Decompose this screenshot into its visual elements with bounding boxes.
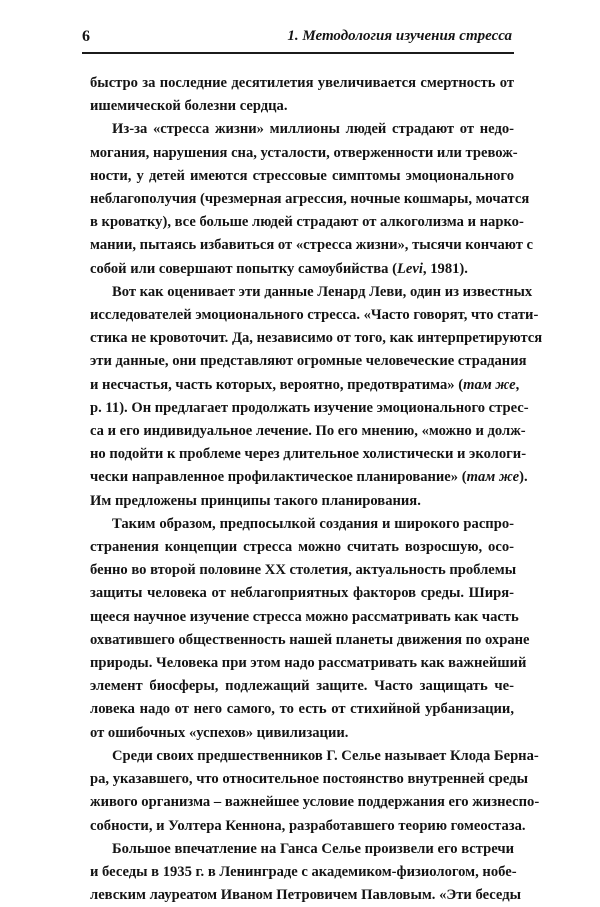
text-line: ра, указавшего, что относительное постоянство внутренней среды — [90, 771, 528, 788]
text-line: Среди своих предшественников Г. Селье называет Клода Берна- — [112, 747, 539, 764]
text-line: от ошибочных «успехов» цивилизации. — [90, 724, 349, 741]
text-line: ишемической болезни сердца. — [90, 98, 288, 115]
text-line: Таким образом, предпосылкой создания и широкого распро- — [112, 515, 514, 532]
text-line: мании, пытаясь избавиться от «стресса жизни», тысячи кончают с — [90, 237, 533, 254]
text-line: охватившего общественность нашей планеты движения по охране — [90, 631, 530, 648]
text-line: левским лауреатом Иваном Петровичем Павловым. «Эти беседы — [90, 887, 521, 904]
text-line: р. 11). Он предлагает продолжать изучение эмоционального стрес- — [90, 399, 529, 416]
text-line: могания, нарушения сна, усталости, отверженности или тревож- — [90, 144, 518, 161]
text-line: бенно во второй половине XX столетия, актуальность проблемы — [90, 562, 517, 579]
text-line: неблагополучия (чрезмерная агрессия, ночные кошмары, мочатся — [90, 191, 530, 208]
text-line: ности, у детей имеются стрессовые симптомы эмоционального — [90, 167, 514, 184]
text-line: элемент биосферы, подлежащий защите. Часто защищать че- — [90, 678, 514, 695]
paragraph — [90, 838, 521, 907]
text-line: эти данные, они представляют огромные человеческие страдания — [90, 353, 527, 370]
text-line: Большое впечатление на Ганса Селье произвели его встречи — [112, 840, 514, 857]
text-line: щееся научное изучение стресса можно рассматривать как часть — [90, 608, 519, 625]
paragraph — [90, 745, 540, 838]
running-title: 1. Методология изучения стресса — [287, 28, 512, 44]
text-line: исследователей эмоционального стресса. «Часто говорят, что стати- — [90, 307, 539, 324]
paragraph — [90, 513, 530, 745]
text-line: живого организма – важнейшее условие поддержания его жизнеспо- — [90, 794, 540, 811]
header-rule — [82, 52, 514, 54]
text-line: быстро за последние десятилетия увеличивается смертность от — [90, 75, 514, 91]
text-line: стика не кровоточит. Да, независимо от того, как интерпретируются — [90, 330, 543, 347]
text-line: природы. Человека при этом надо рассматривать как важнейший — [90, 655, 527, 672]
text-line: и беседы в 1935 г. в Ленинграде с академиком-физиологом, нобе- — [90, 863, 517, 880]
text-line: но подойти к проблеме через длительное холистически и экологи- — [90, 446, 527, 463]
page-number: 6 — [82, 28, 90, 45]
text-line: в кроватку), все больше людей страдают от алкоголизма и нарко- — [90, 214, 524, 231]
text-line: Вот как оценивает эти данные Ленард Леви, один из известных — [112, 283, 533, 300]
text-line: собности, и Уолтера Кеннона, разработавшего теорию гомеостаза. — [90, 817, 526, 834]
text-line: собой или совершают попытку самоубийства (Levi, 1981). — [90, 260, 468, 277]
text-line: странения концепции стресса можно считать возросшую, осо- — [90, 539, 514, 556]
text-line: ловека надо от него самого, то есть от стихийной урбанизации, — [90, 701, 514, 718]
paragraph — [90, 281, 543, 513]
text-line: Из-за «стресса жизни» миллионы людей страдают от недо- — [112, 121, 514, 138]
paragraph — [90, 118, 533, 280]
paragraph — [90, 72, 514, 118]
page-header — [82, 28, 512, 52]
text-line: са и его индивидуальное лечение. По его мнению, «можно и долж- — [90, 423, 526, 440]
text-line: защиты человека от неблагоприятных факторов среды. Ширя- — [90, 585, 514, 602]
text-line: и несчастья, часть которых, вероятно, предотвратима» (там же, — [90, 376, 520, 393]
text-line: Им предложены принципы такого планирования. — [90, 492, 421, 509]
text-line: чески направленное профилактическое планирование» (там же). — [90, 469, 528, 486]
body-text — [90, 72, 543, 907]
